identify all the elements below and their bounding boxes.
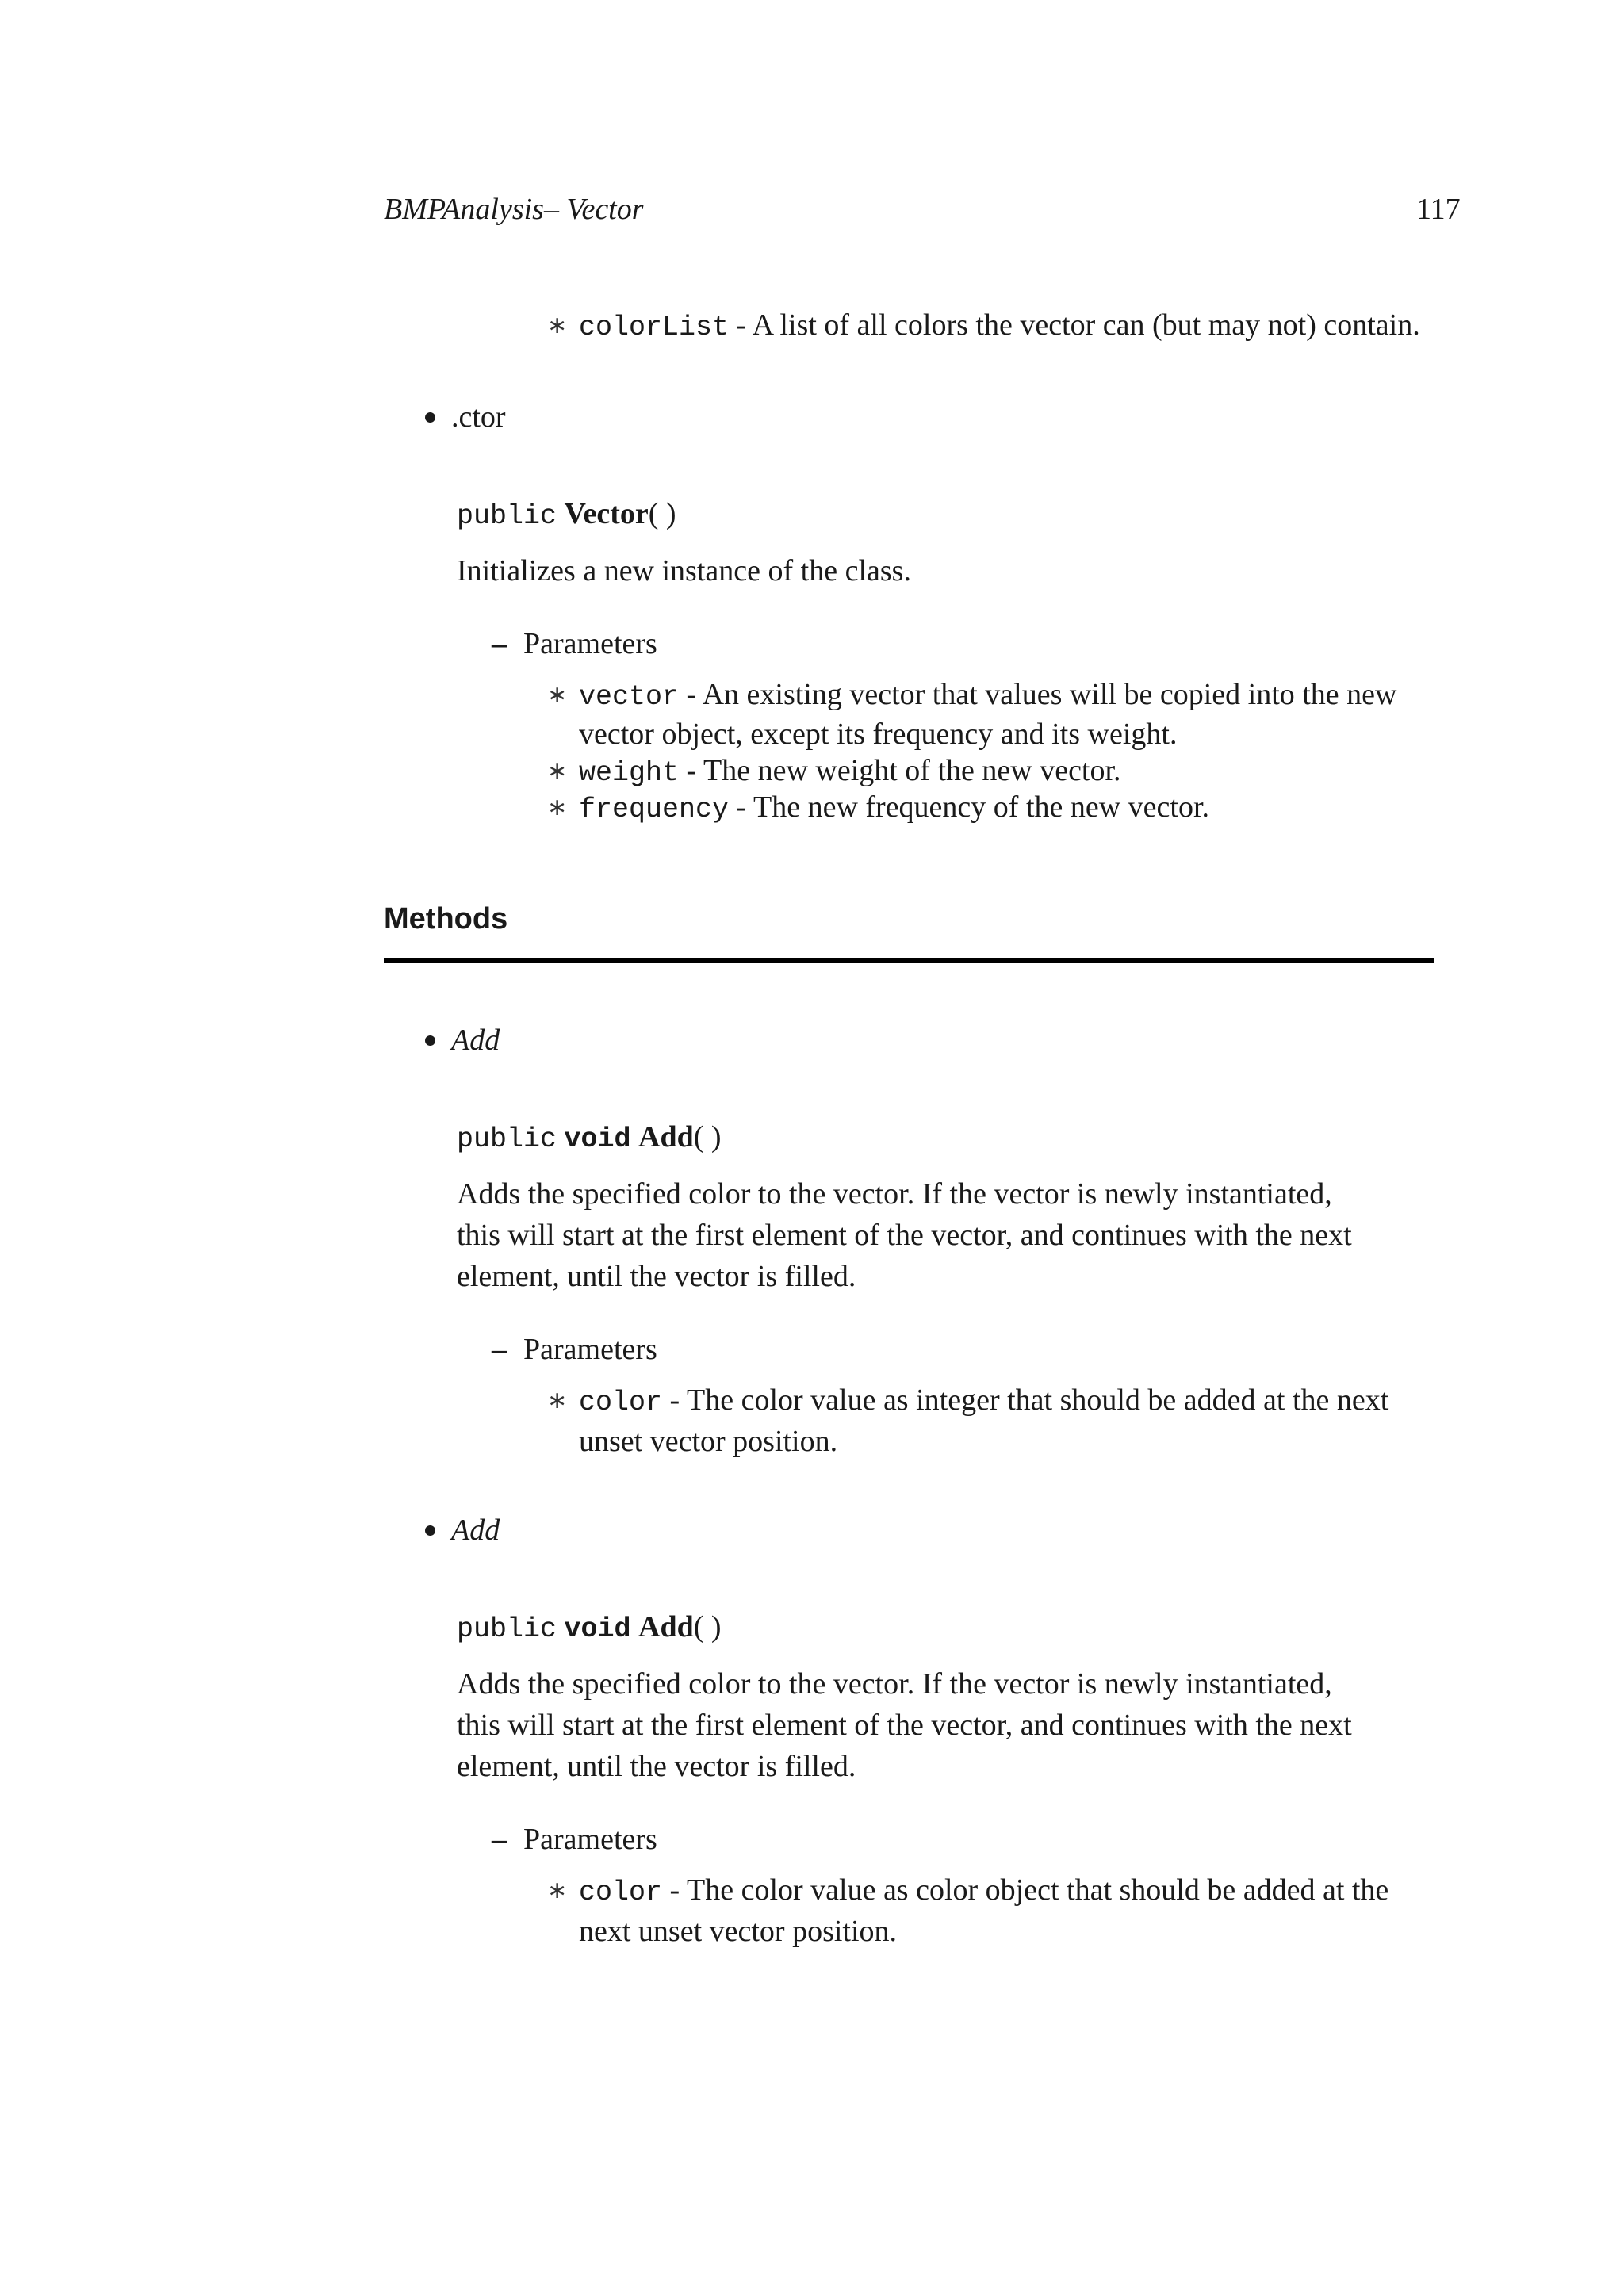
sig-name: Vector — [564, 497, 649, 530]
method-description-line: Adds the specified color to the vector. If the vector is newly instantiated, — [457, 1667, 1332, 1701]
param-description: - The color value as color object that should be added at the — [662, 1873, 1389, 1907]
member-add-2 — [425, 1510, 500, 1551]
param-description: - The color value as integer that should be added at the next — [662, 1383, 1389, 1417]
param-description-cont: vector object, except its frequency and its weight. — [579, 718, 1178, 751]
param-item-color — [547, 1869, 1388, 1913]
sig-name: Add — [638, 1610, 694, 1644]
sig-parens: ( ) — [693, 1610, 722, 1644]
params-label: Parameters — [523, 1823, 657, 1856]
asterisk-bullet-icon: ∗ — [547, 681, 568, 709]
params-label: Parameters — [523, 1333, 657, 1366]
param-name: color — [579, 1877, 663, 1908]
asterisk-bullet-icon: ∗ — [547, 312, 568, 339]
bullet-icon — [425, 1035, 435, 1046]
method-description-line: this will start at the first element of the vector, and continues with the next — [457, 1219, 1352, 1252]
section-heading-methods: Methods — [384, 902, 508, 936]
method-params-heading-2 — [492, 1819, 657, 1860]
param-description: - An existing vector that values will be copied into the new — [679, 678, 1397, 711]
asterisk-bullet-icon: ∗ — [547, 1387, 568, 1414]
param-description-cont: next unset vector position. — [579, 1915, 898, 1948]
asterisk-bullet-icon: ∗ — [547, 794, 568, 821]
param-description: - The new frequency of the new vector. — [729, 790, 1210, 824]
dash-bullet-icon: – — [492, 627, 507, 660]
method-description-line: this will start at the first element of the vector, and continues with the next — [457, 1709, 1352, 1742]
asterisk-bullet-icon: ∗ — [547, 757, 568, 785]
dash-bullet-icon: – — [492, 1333, 507, 1366]
section-rule — [384, 958, 1434, 963]
ctor-description: Initializes a new instance of the class. — [457, 554, 911, 587]
bullet-icon — [425, 1525, 435, 1536]
sig-public: public — [457, 500, 557, 532]
bullet-icon — [425, 412, 435, 423]
method-signature-1 — [457, 1116, 722, 1160]
asterisk-bullet-icon: ∗ — [547, 1877, 568, 1904]
param-name: color — [579, 1387, 663, 1418]
page-number: 117 — [1416, 193, 1461, 226]
param-name: weight — [579, 757, 680, 789]
ctor-signature — [457, 493, 676, 537]
param-item-colorlist — [547, 304, 1420, 348]
sig-void: void — [564, 1613, 631, 1645]
ctor-params-heading — [492, 623, 657, 664]
param-description-cont: unset vector position. — [579, 1425, 838, 1458]
dash-bullet-icon: – — [492, 1823, 507, 1856]
param-name: colorList — [579, 312, 730, 343]
sig-parens: ( ) — [648, 497, 676, 530]
sig-void: void — [564, 1123, 631, 1155]
running-header-title: BMPAnalysis– Vector — [384, 193, 644, 226]
param-name: frequency — [579, 794, 730, 825]
sig-public: public — [457, 1613, 557, 1645]
method-params-heading-1 — [492, 1329, 657, 1370]
param-name: vector — [579, 681, 680, 713]
member-add-1 — [425, 1020, 500, 1061]
method-description-line: Adds the specified color to the vector. If the vector is newly instantiated, — [457, 1177, 1332, 1211]
member-label: Add — [451, 1024, 500, 1057]
sig-parens: ( ) — [693, 1120, 722, 1154]
param-description: - The new weight of the new vector. — [679, 754, 1121, 787]
param-item-frequency — [547, 786, 1209, 830]
param-description: - A list of all colors the vector can (but may not) contain. — [729, 308, 1420, 342]
sig-name: Add — [638, 1120, 694, 1154]
param-item-vector — [547, 674, 1396, 718]
params-label: Parameters — [523, 627, 657, 660]
param-item-color — [547, 1380, 1388, 1423]
sig-public: public — [457, 1123, 557, 1155]
method-signature-2 — [457, 1606, 722, 1650]
member-label: .ctor — [451, 400, 506, 434]
member-ctor — [425, 396, 506, 438]
method-description-line: element, until the vector is filled. — [457, 1260, 856, 1293]
member-label: Add — [451, 1513, 500, 1547]
method-description-line: element, until the vector is filled. — [457, 1750, 856, 1783]
